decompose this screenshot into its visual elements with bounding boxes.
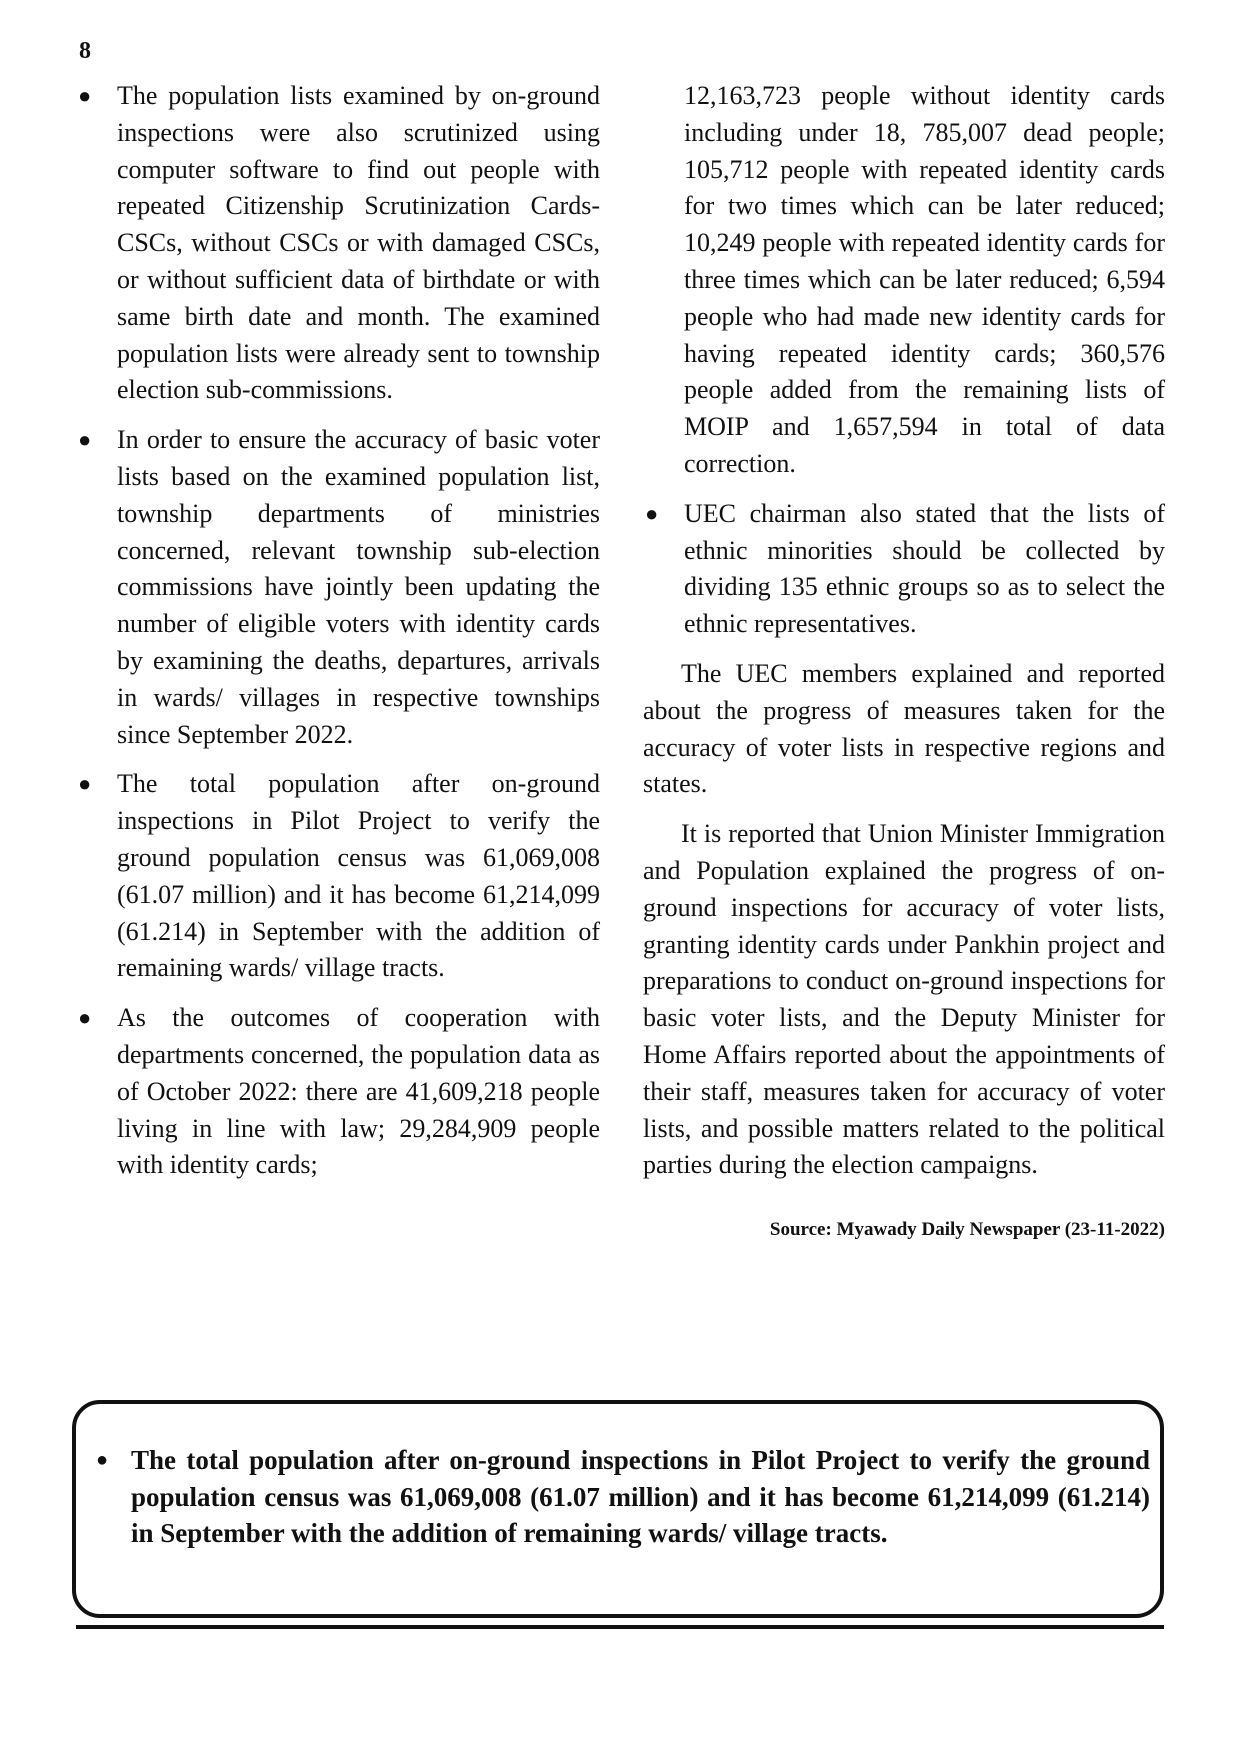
list-item — [76, 422, 600, 753]
bullet-icon: ● — [96, 1449, 109, 1471]
bullet-icon: ● — [78, 771, 92, 797]
list-item — [76, 1000, 600, 1184]
continued-bullet-text: 12,163,723 people without identity cards including under 18, 785,007 dead people; 105,712 people with repeated identity cards for two times which can be later reduced; 10,249 people with repeated identity cards for three times which can be later reduced; 6,594 people who had made new identity cards for having repeated identity cards; 360,576 people added from the remaining lists of MOIP and 1,657,594 in total of data correction. — [684, 81, 1165, 478]
highlight-text: The total population after on-ground inspections in Pilot Project to verify the ground population census was 61,069,008 (61.07 million) and it has become 61,214,099 (61.214) in September with the addition of remaining wards/ village tracts. — [131, 1445, 1150, 1548]
bullet-icon: ● — [645, 500, 659, 526]
highlight-bullet-list — [90, 1442, 1150, 1565]
right-bullet-list — [643, 496, 1165, 643]
bullet-text: The population lists examined by on-ground inspections were also scrutinized using computer software to find out people with repeated Citizenship Scrutinization Cards-CSCs, without CSCs or with damaged CSCs, or without sufficient data of birthdate or with same birth date and month. The examined population lists were already sent to township election sub-commissions. — [117, 81, 600, 405]
bullet-text: In order to ensure the accuracy of basic voter lists based on the examined population list, township departments of ministries concerned, relevant township sub-election commissions have jointly been updating the number of eligible voters with identity cards by examining the deaths, departures, arrivals in wards/ villages in respective townships since September 2022. — [117, 425, 600, 749]
left-bullet-list — [76, 78, 600, 1184]
list-item — [76, 78, 600, 409]
bullet-icon: ● — [78, 427, 92, 453]
left-column — [76, 78, 600, 1197]
list-item — [76, 766, 600, 987]
list-item — [643, 496, 1165, 643]
list-item — [90, 1442, 1150, 1552]
bullet-text: UEC chairman also stated that the lists of ethnic minorities should be collected by dividing 135 ethnic groups so as to select the ethnic representatives. — [684, 498, 1165, 639]
source-citation: Source: Myawady Daily Newspaper (23-11-2022) — [769, 1219, 1165, 1241]
bullet-text: The total population after on-ground inspections in Pilot Project to verify the ground population census was 61,069,008 (61.07 million) and it has become 61,214,099 (61.214) in September with the addition of remaining wards/ village tracts. — [117, 769, 600, 983]
bullet-icon: ● — [78, 83, 92, 108]
bottom-rule — [76, 1625, 1164, 1629]
paragraph: The UEC members explained and reported about the progress of measures taken for the accuracy of voter lists in respective regions and states. — [643, 658, 1165, 799]
highlight-box — [72, 1400, 1164, 1618]
page-number: 8 — [79, 38, 91, 64]
right-column — [643, 78, 1165, 1249]
bullet-icon: ● — [78, 1005, 92, 1031]
paragraph: It is reported that Union Minister Immigration and Population explained the progress of on-ground inspections for accuracy of voter lists, granting identity cards under Pankhin project and preparations to conduct on-ground inspections for basic voter lists, and the Deputy Minister for Home Affairs reported about the appointments of their staff, measures taken for accuracy of voter lists, and possible matters related to the political parties during the election campaigns. — [643, 819, 1165, 1180]
bullet-text: As the outcomes of cooperation with departments concerned, the population data as of October 2022: there are 41,609,218 people living in line with law; 29,284,909 people with identity cards; — [117, 1003, 600, 1180]
